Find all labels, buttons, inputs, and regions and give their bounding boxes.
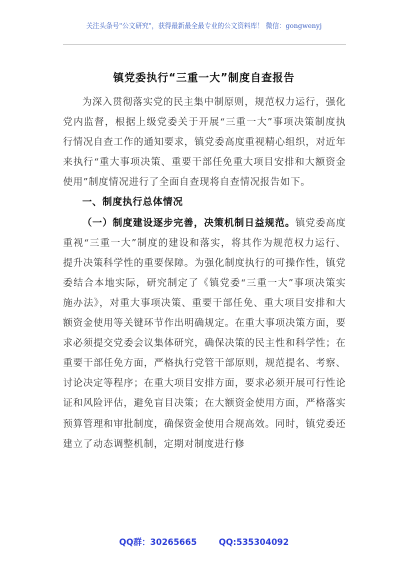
section-heading: 一、制度执行总体情况 [82, 197, 184, 209]
header-banner: 关注头条号"公文研究"，获得最新最全最专业的公文资料库！ 微信：gongwenyj [86, 22, 322, 30]
subsection-paragraph [63, 214, 346, 455]
document-title: 镇党委执行“三重一大”制度自查报告 [113, 72, 295, 84]
footer-qq-group: QQ群：30265665 [119, 537, 197, 547]
footer-contact [0, 536, 408, 548]
subsection-lead: （一）制度建设逐步完善，决策机制日益规范。 [82, 217, 296, 229]
document-body [63, 93, 346, 455]
header-divider [63, 44, 346, 45]
footer-qq: QQ:535304092 [218, 537, 289, 547]
subsection-body: 镇党委高度重视“三重一大”制度的建设和落实，将其作为规范权力运行、提升决策科学性的重要保障。为强化制度执行的可操作性，镇党委结合本地实际，研究制定了《镇党委“三重一大”事项决策实施办法》，对重大事项决策、重要干部任免、重大项目安排和大额资金使用等关键环节作出明确规定。在重大事项决策方面，要求必须提交党委会议集体研究，确保决策的民主性和科学性；在重要干部任免方面，严格执行党管干部原则，规范提名、考察、讨论决定等程序；在重大项目安排方面，要求必须开展可行性论证和风险评估，避免盲目决策；在大额资金使用方面，严格落实预算管理和审批制度，确保资金使用合规高效。同时，镇党委还建立了动态调整机制，定期对制度进行修 [63, 217, 347, 450]
intro-paragraph: 为深入贯彻落实党的民主集中制原则，规范权力运行，强化党内监督，根据上级党委关于开展“三重一大”事项决策制度执行情况自查工作的通知要求，镇党委高度重视精心组织，对近年来执行“重大事项决策、重要干部任免重大项目安排和大额资金使用”制度情况进行了全面自查现将自查情况报告如下。 [63, 97, 346, 189]
